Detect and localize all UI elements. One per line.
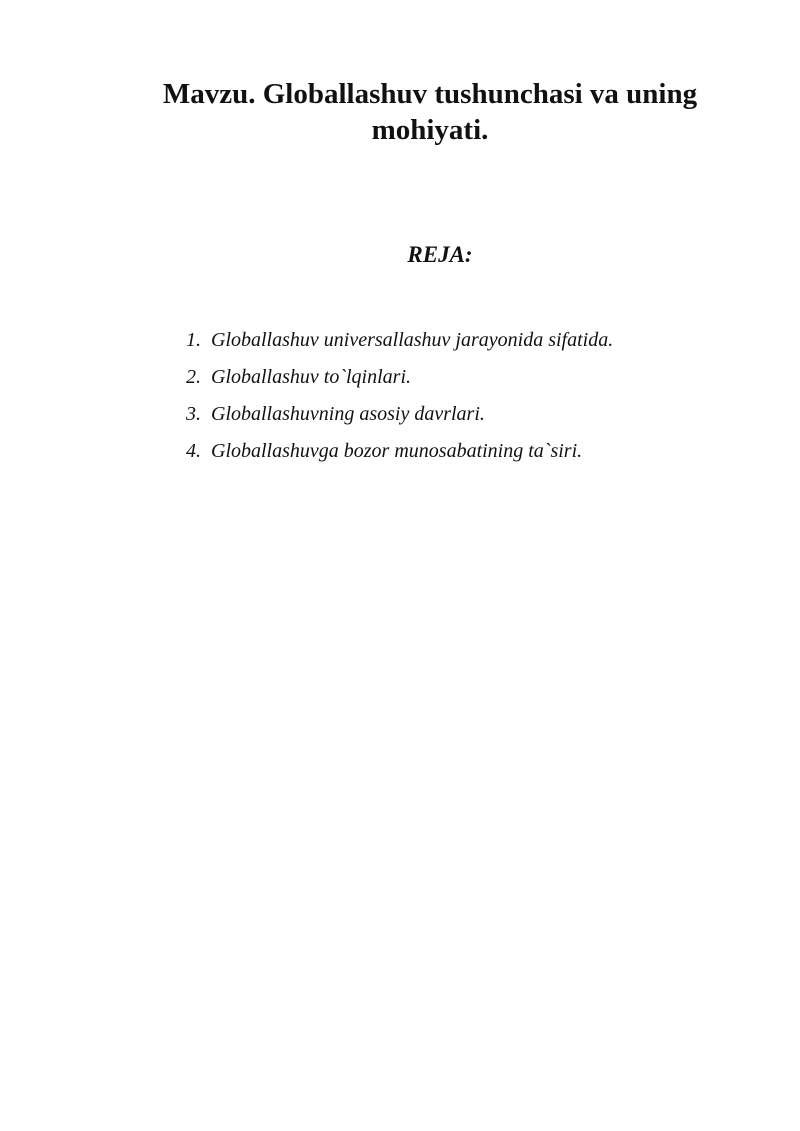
plan-item-text: Globallashuvning asosiy davrlari. [211,403,485,425]
plan-item-text: Globallashuv to`lqinlari. [211,366,411,388]
title-line-1: Mavzu. Globallashuv tushunchasi va uning [162,78,698,110]
document-title [130,76,730,148]
plan-heading: REJA: [407,242,473,267]
plan-item [186,433,613,470]
plan-item-text: Globallashuv universallashuv jarayonida sifatida. [211,329,614,351]
plan-item-number: 4. [186,440,201,462]
plan-item-text: Globallashuvga bozor munosabatining ta`siri. [211,440,583,462]
plan-item [186,396,613,433]
plan-item-number: 2. [186,366,201,388]
plan-item [186,359,613,396]
plan-item-number: 1. [186,329,201,351]
plan-list [186,322,613,470]
plan-item-number: 3. [186,403,201,425]
plan-item [186,322,613,359]
title-line-2: mohiyati. [371,114,489,146]
